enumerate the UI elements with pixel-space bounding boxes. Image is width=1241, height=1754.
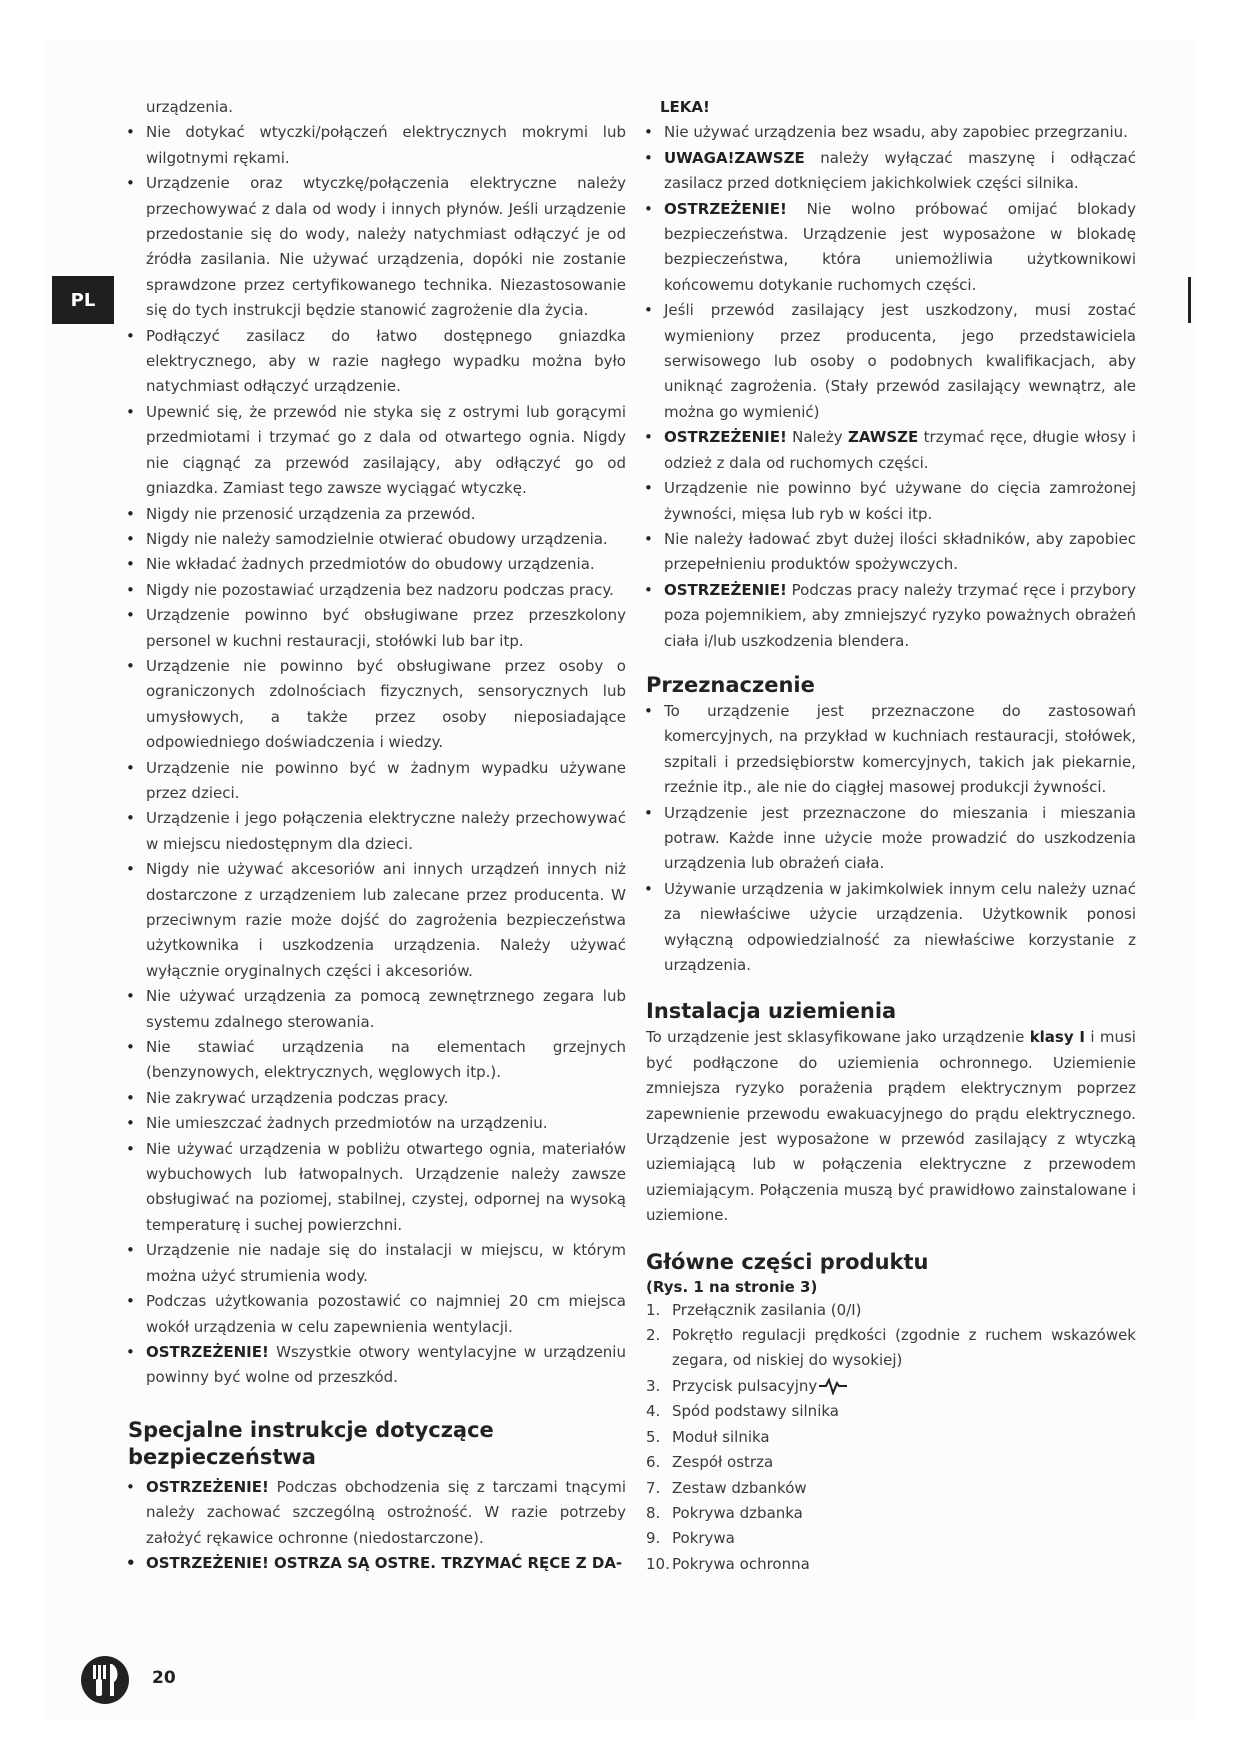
earthing-paragraph	[646, 1025, 1136, 1228]
part-number: 1.	[646, 1300, 661, 1319]
safety-item: • Urządzenie powinno być obsługiwane przez przeszkolony personel w kuchni restauracji, stołówki lub bar itp.	[128, 603, 626, 654]
caution-label: UWAGA!ZAWSZE	[664, 148, 805, 167]
safety-item: • Urządzenie nie powinno być używane do cięcia zamrożonej żywności, mięsa lub ryb w kości itp.	[646, 476, 1136, 527]
part-number: 5.	[646, 1427, 661, 1446]
warning-label: OSTRZEŻENIE!	[146, 1477, 269, 1496]
part-label-with-icon	[672, 1374, 1136, 1399]
part-item	[646, 1450, 1136, 1475]
safety-item: • Urządzenie nie nadaje się do instalacji w miejscu, w którym można użyć strumienia wody.	[128, 1238, 626, 1289]
safety-item-warning	[646, 578, 1136, 654]
warning-label: OSTRZEŻENIE!	[664, 580, 787, 599]
part-number: 6.	[646, 1453, 661, 1472]
part-label: Przełącznik zasilania (0/I)	[672, 1300, 862, 1319]
section-heading-earthing: Instalacja uziemienia	[646, 999, 897, 1024]
part-item	[646, 1323, 1136, 1374]
language-tab: PL	[52, 276, 114, 324]
safety-item: • Nie wkładać żadnych przedmiotów do obudowy urządzenia.	[128, 552, 626, 577]
safety-item: • Nie używać urządzenia bez wsadu, aby zapobiec przegrzaniu.	[646, 120, 1136, 145]
part-label: Pokrywa dzbanka	[672, 1503, 803, 1522]
warning-label: OSTRZEŻENIE!	[664, 428, 787, 447]
safety-item: • Nigdy nie pozostawiać urządzenia bez nadzoru podczas pracy.	[128, 578, 626, 603]
part-label: Pokrywa	[672, 1529, 735, 1548]
parts-figure-reference: (Rys. 1 na stronie 3)	[646, 1277, 818, 1296]
safety-item: • Jeśli przewód zasilający jest uszkodzony, musi zostać wymieniony przez producenta, jego przedstawiciela serwisowego lub osoby o podobnych kwalifikacjach, aby uniknąć zagrożenia. (Stały przewód zasilający wewnątrz, ale można go wymienić)	[646, 298, 1136, 425]
section-heading-purpose: Przeznaczenie	[646, 672, 815, 697]
part-label: Zestaw dzbanków	[672, 1478, 807, 1497]
safety-item: • Nie używać urządzenia za pomocą zewnętrznego zegara lub systemu zdalnego sterowania.	[128, 984, 626, 1035]
part-item	[646, 1501, 1136, 1526]
part-item	[646, 1298, 1136, 1323]
part-item	[646, 1552, 1136, 1577]
warning-text: Wszystkie otwory wentylacyjne w urządzeniu powinny być wolne od przeszkód.	[146, 1342, 626, 1387]
warning-label: OSTRZEŻENIE!	[664, 199, 787, 218]
safety-item: • Upewnić się, że przewód nie styka się z ostrymi lub gorącymi przedmiotami i trzymać go z dala od otwartego ognia. Nigdy nie ciągnąć za przewód zasilający, aby odłączyć go od gniazdka. Zamiast tego zawsze wyciągać wtyczkę.	[128, 400, 626, 502]
warning-label: OSTRZEŻENIE!	[146, 1342, 269, 1361]
section-heading-parts: Główne części produktu	[646, 1249, 929, 1274]
continued-text: urządzenia.	[146, 98, 233, 116]
cutlery-logo-icon	[80, 1655, 130, 1705]
safety-item: • Podłączyć zasilacz do łatwo dostępnego gniazdka elektrycznego, aby w razie nagłego wypadku można było natychmiast odłączyć urządzenie.	[128, 324, 626, 400]
safety-list-continued	[646, 120, 1136, 654]
purpose-item: • Urządzenie jest przeznaczone do mieszania i mieszania potraw. Każde inne użycie może prowadzić do uszkodzenia urządzenia lub obrażeń ciała.	[646, 801, 1136, 877]
purpose-item: • Używanie urządzenia w jakimkolwiek innym celu należy uznać za niewłaściwe użycie urządzenia. Użytkownik ponosi wyłączną odpowiedzialność za niewłaściwe korzystanie z urządzenia.	[646, 877, 1136, 979]
safety-item-warning	[646, 197, 1136, 299]
safety-item: • Urządzenie i jego połączenia elektryczne należy przechowywać w miejscu niedostępnym dla dzieci.	[128, 806, 626, 857]
part-item	[646, 1425, 1136, 1450]
special-safety-list	[128, 1475, 626, 1577]
part-number: 9.	[646, 1529, 661, 1548]
safety-item: • Urządzenie oraz wtyczkę/połączenia elektryczne należy przechowywać z dala od wody i innych płynów. Jeśli urządzenie przedostanie się do wody, należy natychmiast odłączyć je od źródła zasilania. Nie używać urządzenia, dopóki nie zostanie sprawdzone przez certyfikowanego technika. Niezastosowanie się do tych instrukcji będzie stanowić zagrożenie dla życia.	[128, 171, 626, 323]
part-label: Spód podstawy silnika	[672, 1402, 839, 1421]
purpose-item: • To urządzenie jest przeznaczone do zastosowań komercyjnych, na przykład w kuchniach restauracji, stołówek, szpitali i przedsiębiorstw komercyjnych, takich jak piekarnie, rzeźnie itp., ale nie do ciągłej masowej produkcji żywności.	[646, 699, 1136, 801]
earthing-text: i musi być podłączone do uziemienia ochronnego. Uziemienie zmniejsza ryzyko porażenia prądem elektrycznym poprzez zapewnienie przewodu ewakuacyjnego do prądu elektrycznego. Urządzenie jest wyposażone w przewód zasilający z wtyczką uziemiającą lub w połączenia elektryczne z przewodem uziemiającym. Połączenia muszą być prawidłowo zainstalowane i uziemione.	[646, 1028, 1136, 1225]
part-number: 3.	[646, 1376, 661, 1395]
safety-item: • Nie używać urządzenia w pobliżu otwartego ognia, materiałów wybuchowych lub łatwopalnych. Urządzenie należy zawsze obsługiwać na poziomej, stabilnej, czystej, odpornej na wysoką temperaturę i suchej powierzchni.	[128, 1137, 626, 1239]
part-number: 8.	[646, 1503, 661, 1522]
purpose-list	[646, 699, 1136, 978]
safety-item: • Nie należy ładować zbyt dużej ilości składników, aby zapobiec przepełnieniu produktów spożywczych.	[646, 527, 1136, 578]
pulse-icon	[819, 1377, 847, 1395]
section-heading-special-safety: Specjalne instrukcje dotyczące bezpieczeństwa	[128, 1417, 494, 1469]
part-label: Pokrętło regulacji prędkości (zgodnie z ruchem wskazówek zegara, od niskiej do wysokiej)	[672, 1326, 1136, 1370]
left-column	[128, 95, 626, 1576]
safety-item: • Nigdy nie przenosić urządzenia za przewód.	[128, 502, 626, 527]
part-label: Pokrywa ochronna	[672, 1554, 810, 1573]
part-label: Przycisk pulsacyjny	[672, 1376, 818, 1395]
safety-list	[128, 120, 626, 1390]
warning-text: Podczas obchodzenia się z tarczami tnącymi należy zachować szczególną ostrożność. W razie potrzeby założyć rękawice ochronne (niedostarczone).	[146, 1477, 626, 1547]
part-item	[646, 1476, 1136, 1501]
special-safety-item	[128, 1475, 626, 1551]
safety-item: • Nie zakrywać urządzenia podczas pracy.	[128, 1086, 626, 1111]
safety-item: • Nigdy nie używać akcesoriów ani innych urządzeń innych niż dostarczone z urządzeniem lub zalecane przez producenta. W przeciwnym razie może dojść do zagrożenia bezpieczeństwa użytkownika i uszkodzenia urządzenia. Należy używać wyłącznie oryginalnych części i akcesoriów.	[128, 857, 626, 984]
warning-text: trzymać ręce, długie włosy i odzież z dala od ruchomych części.	[664, 428, 1136, 472]
safety-item: • Nie stawiać urządzenia na elementach grzejnych (benzynowych, elektrycznych, węglowych itp.).	[128, 1035, 626, 1086]
caution-text: należy wyłączać maszynę i odłączać zasilacz przed dotknięciem jakichkolwiek części silnika.	[664, 148, 1136, 193]
part-label: Zespół ostrza	[672, 1453, 774, 1472]
safety-item: • Nie umieszczać żadnych przedmiotów na urządzeniu.	[128, 1111, 626, 1136]
page-edge-marker	[1188, 277, 1191, 323]
part-item	[646, 1526, 1136, 1551]
safety-item: • Nigdy nie należy samodzielnie otwierać obudowy urządzenia.	[128, 527, 626, 552]
safety-item-warning	[646, 425, 1136, 476]
parts-list	[646, 1298, 1136, 1577]
special-safety-item: • OSTRZEŻENIE! OSTRZA SĄ OSTRE. TRZYMAĆ RĘCE Z DA-	[128, 1551, 626, 1576]
earthing-text: To urządzenie jest sklasyfikowane jako urządzenie	[646, 1028, 1025, 1047]
warning-text: Należy	[792, 428, 843, 447]
safety-item-warning	[128, 1340, 626, 1391]
part-label: Moduł silnika	[672, 1427, 770, 1446]
safety-item: • Nie dotykać wtyczki/połączeń elektrycznych mokrymi lub wilgotnymi rękami.	[128, 120, 626, 171]
safety-item-caution	[646, 146, 1136, 197]
continued-text: LEKA!	[660, 98, 710, 116]
part-number: 10.	[646, 1554, 670, 1573]
part-item	[646, 1399, 1136, 1424]
part-item	[646, 1374, 1136, 1399]
emphasis: ZAWSZE	[847, 428, 919, 447]
part-number: 2.	[646, 1326, 661, 1345]
warning-text: Podczas pracy należy trzymać ręce i przybory poza pojemnikiem, aby zmniejszyć ryzyko poważnych obrażeń ciała i/lub uszkodzenia blendera.	[664, 580, 1136, 650]
safety-item: • Urządzenie nie powinno być w żadnym wypadku używane przez dzieci.	[128, 756, 626, 807]
class-label: klasy I	[1029, 1028, 1086, 1047]
page-number: 20	[152, 1668, 176, 1688]
safety-item: • Podczas użytkowania pozostawić co najmniej 20 cm miejsca wokół urządzenia w celu zapewnienia wentylacji.	[128, 1289, 626, 1340]
part-number: 7.	[646, 1478, 661, 1497]
part-number: 4.	[646, 1402, 661, 1421]
warning-text: Nie wolno próbować omijać blokady bezpieczeństwa. Urządzenie jest wyposażone w blokadę bezpieczeństwa, która uniemożliwia użytkownikowi końcowemu dotykanie ruchomych części.	[664, 199, 1136, 294]
safety-item: • Urządzenie nie powinno być obsługiwane przez osoby o ograniczonych zdolnościach fizycznych, sensorycznych lub umysłowych, a także przez osoby nieposiadające odpowiedniego doświadczenia i wiedzy.	[128, 654, 626, 756]
right-column	[646, 95, 1136, 1577]
